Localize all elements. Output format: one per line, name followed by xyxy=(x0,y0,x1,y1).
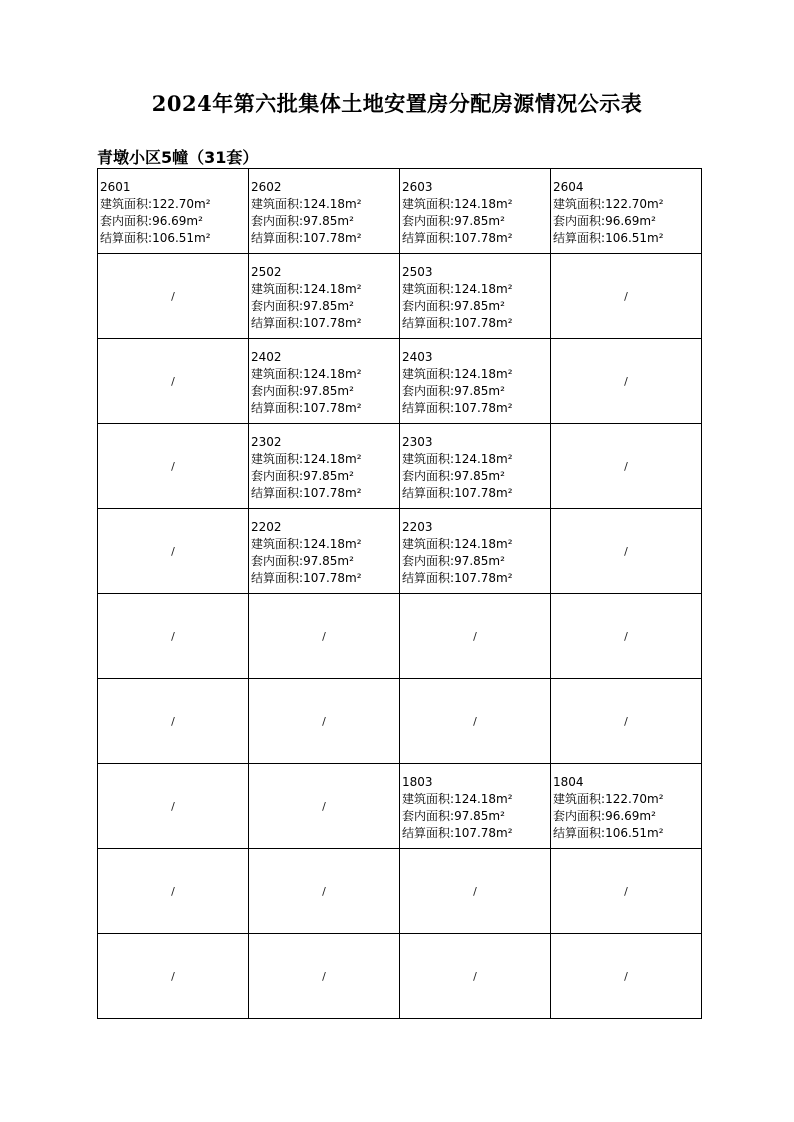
inner-area-label: 套内面积 xyxy=(402,214,451,228)
build-area-line xyxy=(100,196,248,213)
inner-area-label: 套内面积 xyxy=(402,469,451,483)
inner-area-label: 套内面积 xyxy=(251,384,300,398)
settle-area-value: 107.78m² xyxy=(454,486,513,500)
table-cell xyxy=(249,594,400,679)
colon-separator: : xyxy=(299,452,304,466)
empty-unit-mark: / xyxy=(171,799,175,813)
settle-area-value: 107.78m² xyxy=(303,231,362,245)
table-cell xyxy=(249,169,400,254)
inner-area-label: 套内面积 xyxy=(251,469,300,483)
inner-area-line xyxy=(251,298,399,315)
settle-area-label: 结算面积 xyxy=(402,401,451,415)
build-area-value: 124.18m² xyxy=(303,282,362,296)
table-cell xyxy=(249,849,400,934)
colon-separator: : xyxy=(299,316,304,330)
inner-area-line xyxy=(251,468,399,485)
empty-unit-mark: / xyxy=(171,544,175,558)
colon-separator: : xyxy=(450,282,455,296)
build-area-label: 建筑面积 xyxy=(100,197,149,211)
colon-separator: : xyxy=(450,792,455,806)
build-area-value: 124.18m² xyxy=(454,197,513,211)
settle-area-line xyxy=(251,315,399,332)
build-area-line xyxy=(251,451,399,468)
inner-area-line xyxy=(402,383,550,400)
colon-separator: : xyxy=(450,197,455,211)
table-cell xyxy=(98,424,249,509)
unit-number: 1804 xyxy=(553,775,584,789)
table-cell xyxy=(400,509,551,594)
table-cell xyxy=(249,424,400,509)
table-row xyxy=(98,764,702,849)
build-area-value: 124.18m² xyxy=(303,197,362,211)
table-cell xyxy=(551,254,702,339)
settle-area-line xyxy=(402,315,550,332)
colon-separator: : xyxy=(450,367,455,381)
empty-unit-mark: / xyxy=(322,969,326,983)
inner-area-value: 97.85m² xyxy=(454,469,505,483)
colon-separator: : xyxy=(450,486,455,500)
colon-separator: : xyxy=(299,554,304,568)
inner-area-line xyxy=(251,553,399,570)
table-row xyxy=(98,169,702,254)
colon-separator: : xyxy=(450,299,455,313)
build-area-value: 124.18m² xyxy=(454,367,513,381)
empty-unit-mark: / xyxy=(322,884,326,898)
inner-area-value: 97.85m² xyxy=(454,554,505,568)
table-cell xyxy=(551,509,702,594)
colon-separator: : xyxy=(601,809,606,823)
settle-area-label: 结算面积 xyxy=(553,231,602,245)
settle-area-value: 107.78m² xyxy=(454,401,513,415)
table-cell xyxy=(98,169,249,254)
colon-separator: : xyxy=(148,214,153,228)
colon-separator: : xyxy=(299,571,304,585)
table-row xyxy=(98,424,702,509)
building-subtitle: 青墩小区5幢（31套） xyxy=(97,148,259,167)
settle-area-line xyxy=(402,230,550,247)
empty-unit-mark: / xyxy=(624,374,628,388)
build-area-label: 建筑面积 xyxy=(402,367,451,381)
inner-area-line xyxy=(402,468,550,485)
colon-separator: : xyxy=(601,214,606,228)
colon-separator: : xyxy=(450,401,455,415)
table-row xyxy=(98,594,702,679)
table-cell xyxy=(400,254,551,339)
build-area-value: 122.70m² xyxy=(152,197,211,211)
table-cell xyxy=(249,254,400,339)
colon-separator: : xyxy=(299,231,304,245)
inner-area-line xyxy=(553,213,701,230)
unit-number: 2202 xyxy=(251,520,282,534)
settle-area-line xyxy=(251,570,399,587)
inner-area-label: 套内面积 xyxy=(251,214,300,228)
inner-area-value: 97.85m² xyxy=(454,214,505,228)
empty-unit-mark: / xyxy=(171,289,175,303)
table-row xyxy=(98,849,702,934)
build-area-label: 建筑面积 xyxy=(251,282,300,296)
table-cell xyxy=(98,594,249,679)
unit-info xyxy=(249,509,399,587)
empty-unit-mark: / xyxy=(171,629,175,643)
empty-unit-mark: / xyxy=(322,799,326,813)
table-cell xyxy=(249,934,400,1019)
colon-separator: : xyxy=(601,792,606,806)
inner-area-line xyxy=(402,808,550,825)
unit-info xyxy=(400,424,550,502)
unit-number: 2203 xyxy=(402,520,433,534)
inner-area-line xyxy=(100,213,248,230)
settle-area-value: 107.78m² xyxy=(454,826,513,840)
build-area-label: 建筑面积 xyxy=(553,197,602,211)
colon-separator: : xyxy=(299,367,304,381)
page-title: 2024年第六批集体土地安置房分配房源情况公示表 xyxy=(151,91,643,116)
unit-number: 2302 xyxy=(251,435,282,449)
housing-table xyxy=(97,168,702,1019)
empty-unit-mark: / xyxy=(171,374,175,388)
settle-area-value: 107.78m² xyxy=(303,571,362,585)
settle-area-label: 结算面积 xyxy=(251,571,300,585)
colon-separator: : xyxy=(450,571,455,585)
build-area-label: 建筑面积 xyxy=(402,282,451,296)
build-area-line xyxy=(553,791,701,808)
table-cell xyxy=(400,934,551,1019)
build-area-line xyxy=(251,366,399,383)
unit-number: 1803 xyxy=(402,775,433,789)
unit-number: 2604 xyxy=(553,180,584,194)
settle-area-line xyxy=(402,400,550,417)
inner-area-value: 96.69m² xyxy=(152,214,203,228)
colon-separator: : xyxy=(450,452,455,466)
colon-separator: : xyxy=(299,214,304,228)
colon-separator: : xyxy=(450,214,455,228)
build-area-line xyxy=(402,536,550,553)
colon-separator: : xyxy=(450,537,455,551)
colon-separator: : xyxy=(148,197,153,211)
table-cell xyxy=(98,679,249,764)
unit-number: 2502 xyxy=(251,265,282,279)
colon-separator: : xyxy=(148,231,153,245)
empty-unit-mark: / xyxy=(171,884,175,898)
empty-unit-mark: / xyxy=(473,714,477,728)
colon-separator: : xyxy=(299,537,304,551)
build-area-value: 124.18m² xyxy=(454,282,513,296)
settle-area-value: 107.78m² xyxy=(454,316,513,330)
empty-unit-mark: / xyxy=(473,969,477,983)
settle-area-label: 结算面积 xyxy=(402,826,451,840)
table-row xyxy=(98,339,702,424)
unit-info xyxy=(249,424,399,502)
inner-area-label: 套内面积 xyxy=(553,214,602,228)
settle-area-label: 结算面积 xyxy=(251,401,300,415)
inner-area-label: 套内面积 xyxy=(402,554,451,568)
table-row xyxy=(98,934,702,1019)
build-area-label: 建筑面积 xyxy=(251,452,300,466)
table-cell xyxy=(249,679,400,764)
colon-separator: : xyxy=(450,809,455,823)
build-area-line xyxy=(251,196,399,213)
build-area-value: 124.18m² xyxy=(454,792,513,806)
table-cell xyxy=(249,764,400,849)
unit-info xyxy=(400,254,550,332)
settle-area-value: 107.78m² xyxy=(303,486,362,500)
colon-separator: : xyxy=(299,401,304,415)
table-cell xyxy=(400,339,551,424)
table-cell xyxy=(551,849,702,934)
table-cell xyxy=(551,764,702,849)
empty-unit-mark: / xyxy=(624,714,628,728)
unit-number: 2402 xyxy=(251,350,282,364)
build-area-label: 建筑面积 xyxy=(402,792,451,806)
colon-separator: : xyxy=(450,469,455,483)
inner-area-value: 97.85m² xyxy=(303,554,354,568)
inner-area-value: 97.85m² xyxy=(303,214,354,228)
table-cell xyxy=(98,764,249,849)
inner-area-line xyxy=(402,553,550,570)
settle-area-line xyxy=(402,570,550,587)
empty-unit-mark: / xyxy=(624,289,628,303)
table-cell xyxy=(551,169,702,254)
empty-unit-mark: / xyxy=(624,629,628,643)
inner-area-value: 96.69m² xyxy=(605,214,656,228)
table-cell xyxy=(98,934,249,1019)
colon-separator: : xyxy=(299,486,304,500)
build-area-line xyxy=(402,196,550,213)
colon-separator: : xyxy=(299,299,304,313)
inner-area-label: 套内面积 xyxy=(553,809,602,823)
table-cell xyxy=(400,169,551,254)
unit-number: 2503 xyxy=(402,265,433,279)
colon-separator: : xyxy=(450,554,455,568)
table-cell xyxy=(551,339,702,424)
settle-area-value: 106.51m² xyxy=(152,231,211,245)
unit-number: 2603 xyxy=(402,180,433,194)
settle-area-line xyxy=(402,485,550,502)
colon-separator: : xyxy=(450,316,455,330)
colon-separator: : xyxy=(450,231,455,245)
empty-unit-mark: / xyxy=(624,544,628,558)
settle-area-line xyxy=(553,825,701,842)
colon-separator: : xyxy=(601,231,606,245)
build-area-value: 124.18m² xyxy=(454,537,513,551)
empty-unit-mark: / xyxy=(473,629,477,643)
build-area-label: 建筑面积 xyxy=(402,452,451,466)
inner-area-value: 97.85m² xyxy=(303,299,354,313)
inner-area-value: 97.85m² xyxy=(303,384,354,398)
empty-unit-mark: / xyxy=(322,629,326,643)
unit-info xyxy=(98,169,248,247)
table-cell xyxy=(551,934,702,1019)
unit-info xyxy=(400,764,550,842)
settle-area-label: 结算面积 xyxy=(553,826,602,840)
table-cell xyxy=(98,339,249,424)
settle-area-line xyxy=(251,400,399,417)
settle-area-label: 结算面积 xyxy=(402,231,451,245)
settle-area-label: 结算面积 xyxy=(402,571,451,585)
settle-area-value: 106.51m² xyxy=(605,231,664,245)
table-cell xyxy=(249,509,400,594)
empty-unit-mark: / xyxy=(473,884,477,898)
inner-area-label: 套内面积 xyxy=(251,299,300,313)
inner-area-value: 97.85m² xyxy=(454,384,505,398)
build-area-line xyxy=(251,281,399,298)
empty-unit-mark: / xyxy=(322,714,326,728)
settle-area-value: 107.78m² xyxy=(303,316,362,330)
colon-separator: : xyxy=(299,469,304,483)
build-area-value: 124.18m² xyxy=(303,452,362,466)
build-area-line xyxy=(402,791,550,808)
settle-area-value: 106.51m² xyxy=(605,826,664,840)
settle-area-label: 结算面积 xyxy=(402,486,451,500)
build-area-label: 建筑面积 xyxy=(402,537,451,551)
colon-separator: : xyxy=(601,826,606,840)
unit-number: 2403 xyxy=(402,350,433,364)
build-area-label: 建筑面积 xyxy=(251,367,300,381)
build-area-line xyxy=(402,366,550,383)
empty-unit-mark: / xyxy=(624,459,628,473)
settle-area-line xyxy=(100,230,248,247)
settle-area-line xyxy=(251,230,399,247)
table-cell xyxy=(249,339,400,424)
settle-area-label: 结算面积 xyxy=(402,316,451,330)
table-cell xyxy=(551,594,702,679)
table-cell xyxy=(98,509,249,594)
unit-info xyxy=(400,339,550,417)
build-area-label: 建筑面积 xyxy=(553,792,602,806)
table-cell xyxy=(400,849,551,934)
inner-area-label: 套内面积 xyxy=(251,554,300,568)
build-area-label: 建筑面积 xyxy=(402,197,451,211)
colon-separator: : xyxy=(299,384,304,398)
build-area-label: 建筑面积 xyxy=(251,537,300,551)
build-area-value: 124.18m² xyxy=(303,537,362,551)
settle-area-label: 结算面积 xyxy=(251,316,300,330)
inner-area-line xyxy=(553,808,701,825)
settle-area-line xyxy=(251,485,399,502)
build-area-value: 122.70m² xyxy=(605,792,664,806)
inner-area-value: 97.85m² xyxy=(454,809,505,823)
table-cell xyxy=(400,424,551,509)
unit-info xyxy=(400,509,550,587)
inner-area-label: 套内面积 xyxy=(402,299,451,313)
empty-unit-mark: / xyxy=(624,969,628,983)
table-cell xyxy=(400,594,551,679)
table-cell xyxy=(551,424,702,509)
inner-area-label: 套内面积 xyxy=(402,384,451,398)
table-cell xyxy=(551,679,702,764)
table-row xyxy=(98,679,702,764)
inner-area-line xyxy=(402,298,550,315)
table-cell xyxy=(98,849,249,934)
unit-info xyxy=(400,169,550,247)
settle-area-value: 107.78m² xyxy=(303,401,362,415)
unit-number: 2303 xyxy=(402,435,433,449)
settle-area-label: 结算面积 xyxy=(100,231,149,245)
unit-info xyxy=(551,764,701,842)
inner-area-value: 97.85m² xyxy=(454,299,505,313)
settle-area-line xyxy=(402,825,550,842)
empty-unit-mark: / xyxy=(624,884,628,898)
unit-info xyxy=(249,169,399,247)
settle-area-label: 结算面积 xyxy=(251,486,300,500)
colon-separator: : xyxy=(450,826,455,840)
table-cell xyxy=(400,679,551,764)
colon-separator: : xyxy=(299,197,304,211)
inner-area-value: 96.69m² xyxy=(605,809,656,823)
unit-number: 2602 xyxy=(251,180,282,194)
colon-separator: : xyxy=(601,197,606,211)
inner-area-value: 97.85m² xyxy=(303,469,354,483)
inner-area-line xyxy=(251,383,399,400)
build-area-line xyxy=(402,281,550,298)
settle-area-value: 107.78m² xyxy=(454,231,513,245)
unit-number: 2601 xyxy=(100,180,131,194)
table-cell xyxy=(98,254,249,339)
inner-area-line xyxy=(251,213,399,230)
table-row xyxy=(98,509,702,594)
build-area-value: 124.18m² xyxy=(454,452,513,466)
build-area-label: 建筑面积 xyxy=(251,197,300,211)
settle-area-value: 107.78m² xyxy=(454,571,513,585)
unit-info xyxy=(551,169,701,247)
build-area-line xyxy=(402,451,550,468)
unit-info xyxy=(249,339,399,417)
empty-unit-mark: / xyxy=(171,969,175,983)
inner-area-line xyxy=(402,213,550,230)
build-area-line xyxy=(251,536,399,553)
colon-separator: : xyxy=(450,384,455,398)
unit-info xyxy=(249,254,399,332)
table-row xyxy=(98,254,702,339)
table-cell xyxy=(400,764,551,849)
settle-area-label: 结算面积 xyxy=(251,231,300,245)
build-area-line xyxy=(553,196,701,213)
empty-unit-mark: / xyxy=(171,459,175,473)
colon-separator: : xyxy=(299,282,304,296)
inner-area-label: 套内面积 xyxy=(100,214,149,228)
settle-area-line xyxy=(553,230,701,247)
build-area-value: 122.70m² xyxy=(605,197,664,211)
build-area-value: 124.18m² xyxy=(303,367,362,381)
inner-area-label: 套内面积 xyxy=(402,809,451,823)
empty-unit-mark: / xyxy=(171,714,175,728)
